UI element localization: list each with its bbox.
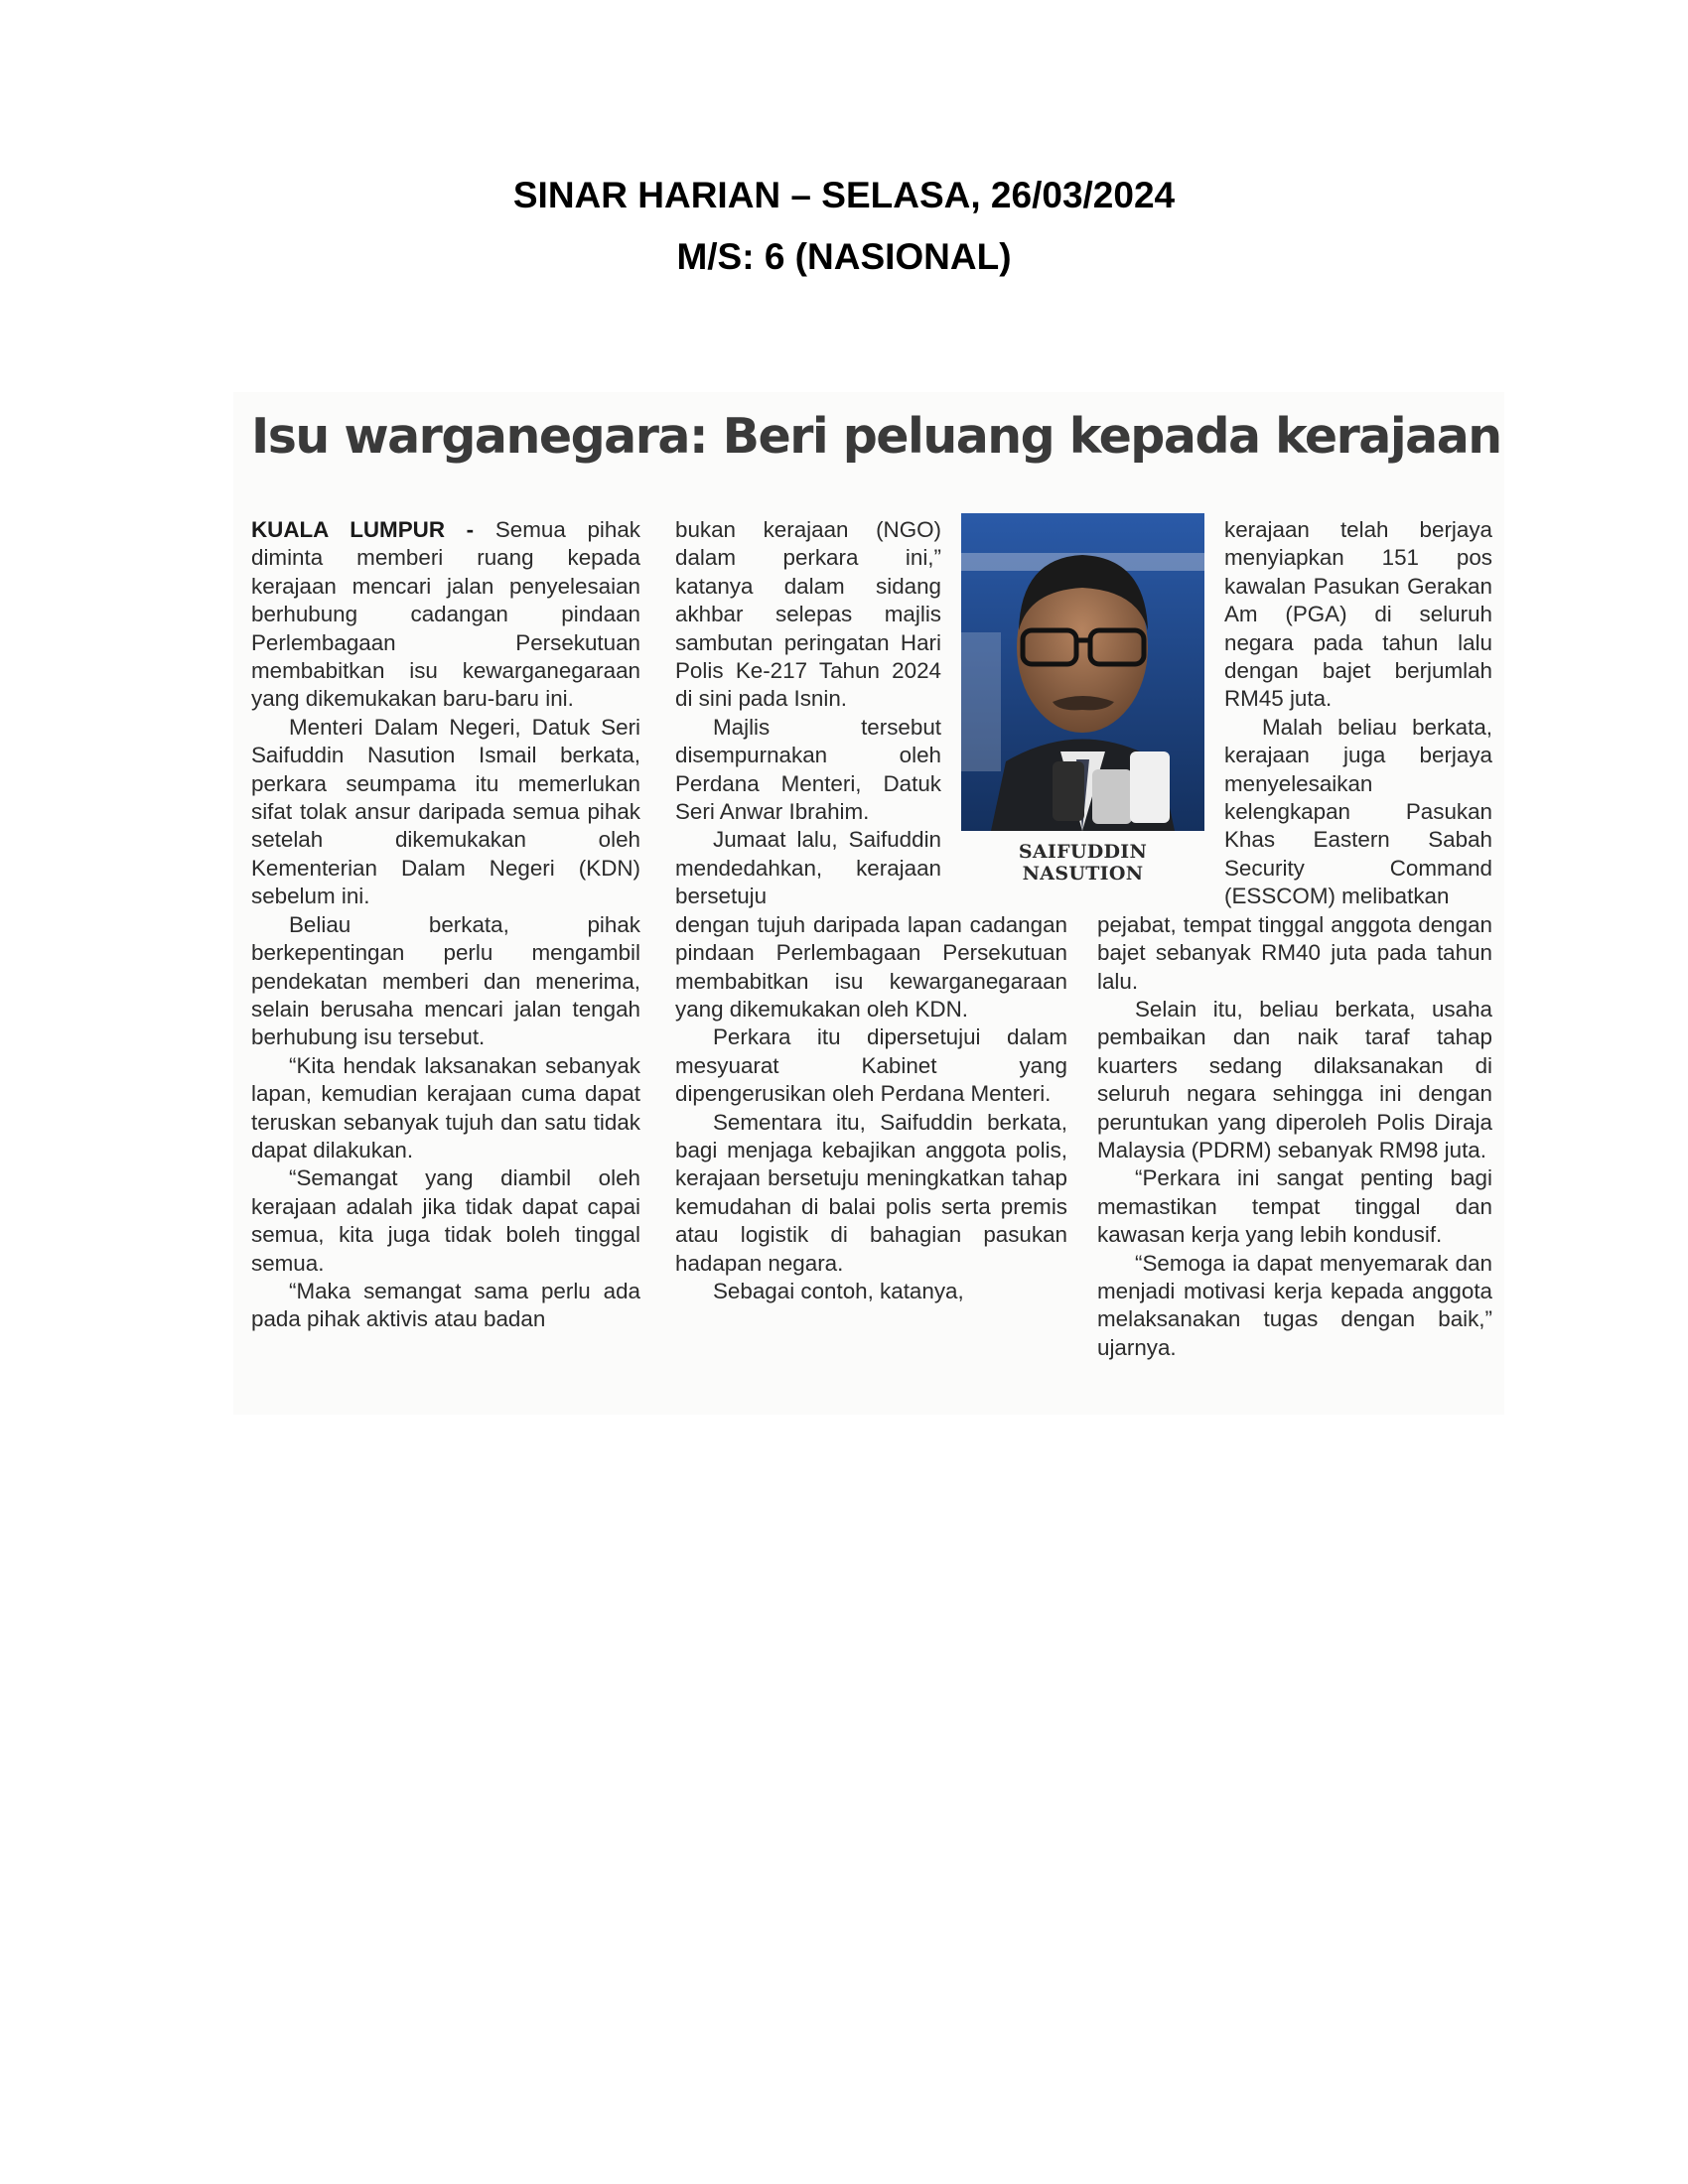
article-paragraph: Malah beliau berkata, kerajaan juga berjaya menyelesaikan kelengkapan Pasukan Khas Eastern Sabah Security Command (ESSCOM) melibatkan <box>1224 714 1492 909</box>
article-paragraph: dengan tujuh daripada lapan cadangan pindaan Perlembagaan Persekutuan membabitkan isu kewarganegaraan yang dikemukakan oleh KDN. <box>675 911 1067 1022</box>
article-paragraph: “Semangat yang diambil oleh kerajaan adalah jika tidak dapat capai semua, kita juga tidak boleh tinggal semua. <box>251 1165 640 1276</box>
article-paragraph: “Maka semangat sama perlu ada pada pihak aktivis atau badan <box>251 1278 640 1332</box>
article-paragraph: Sementara itu, Saifuddin berkata, bagi menjaga kebajikan anggota polis, kerajaan bersetuju meningkatkan tahap kemudahan di balai polis serta premis atau logistik di bahagian pasukan hadapan negara. <box>675 1109 1067 1276</box>
dateline: KUALA LUMPUR - <box>251 517 475 542</box>
photo-caption: SAIFUDDIN NASUTION <box>1018 841 1148 885</box>
article-paragraph: kerajaan telah berjaya menyiapkan 151 pos kawalan Pasukan Gerakan Am (PGA) di seluruh negara pada tahun lalu dengan bajet berjumlah RM45 juta. <box>1224 517 1492 712</box>
article-paragraph: Beliau berkata, pihak berkepentingan perlu mengambil pendekatan memberi dan menerima, selain berusaha mencari jalan tengah berhubung isu tersebut. <box>251 911 640 1050</box>
news-clipping <box>233 392 1504 1415</box>
article-headline: Isu warganegara: Beri peluang kepada kerajaan <box>251 408 1501 465</box>
column-3-narrow-block <box>1224 516 1492 911</box>
article-paragraph: bukan kerajaan (NGO) dalam perkara ini,” katanya dalam sidang akhbar selepas majlis sambutan peringatan Hari Polis Ke-217 Tahun 2024 di sini pada Isnin. <box>675 517 941 712</box>
portrait-photo <box>961 513 1204 831</box>
article-paragraph: “Kita hendak laksanakan sebanyak lapan, kemudian kerajaan cuma dapat teruskan sebanyak tujuh dan satu tidak dapat dilakukan. <box>251 1052 640 1162</box>
publication-info: SINAR HARIAN – SELASA, 26/03/2024 <box>512 175 1176 215</box>
article-paragraph: Selain itu, beliau berkata, usaha pembaikan dan naik taraf tahap kuarters sedang dilaksanakan di seluruh negara sehingga ini dengan peruntukan yang diperoleh Polis Diraja Malaysia (PDRM) sebanyak RM98 juta. <box>1097 996 1492 1162</box>
article-paragraph: “Semoga ia dapat menyemarak dan menjadi motivasi kerja kepada anggota melaksanakan tugas dengan baik,” ujarnya. <box>1097 1250 1492 1360</box>
portrait-illustration <box>961 513 1204 831</box>
article-paragraph: KUALA LUMPUR - Semua pihak diminta memberi ruang kepada kerajaan mencari jalan penyelesaian berhubung cadangan pindaan Perlembagaan Persekutuan membabitkan isu kewarganegaraan yang dikemukakan baru-baru ini. <box>251 517 640 712</box>
article-paragraph: Jumaat lalu, Saifuddin mendedahkan, kerajaan bersetuju <box>675 827 941 909</box>
article-paragraph: Majlis tersebut disempurnakan oleh Perdana Menteri, Datuk Seri Anwar Ibrahim. <box>675 714 941 825</box>
article-paragraph: Perkara itu dipersetujui dalam mesyuarat Kabinet yang dipengerusikan oleh Perdana Menteri. <box>675 1024 1067 1107</box>
article-paragraph: Sebagai contoh, katanya, <box>713 1278 964 1303</box>
article-paragraph: Menteri Dalam Negeri, Datuk Seri Saifuddin Nasution Ismail berkata, perkara seumpama itu memerlukan sifat tolak ansur daripada semua pihak setelah dikemukakan oleh Kementerian Dalam Negeri (KDN) sebelum ini. <box>251 714 640 909</box>
page-header <box>0 177 1688 275</box>
article-column-1 <box>251 516 640 1334</box>
page-section-info: M/S: 6 (NASIONAL) <box>676 236 1012 277</box>
column-2-narrow-block <box>675 516 941 911</box>
article-paragraph: pejabat, tempat tinggal anggota dengan bajet sebanyak RM40 juta pada tahun lalu. <box>1097 911 1492 994</box>
article-paragraph: “Perkara ini sangat penting bagi memastikan tempat tinggal dan kawasan kerja yang lebih kondusif. <box>1097 1165 1492 1248</box>
